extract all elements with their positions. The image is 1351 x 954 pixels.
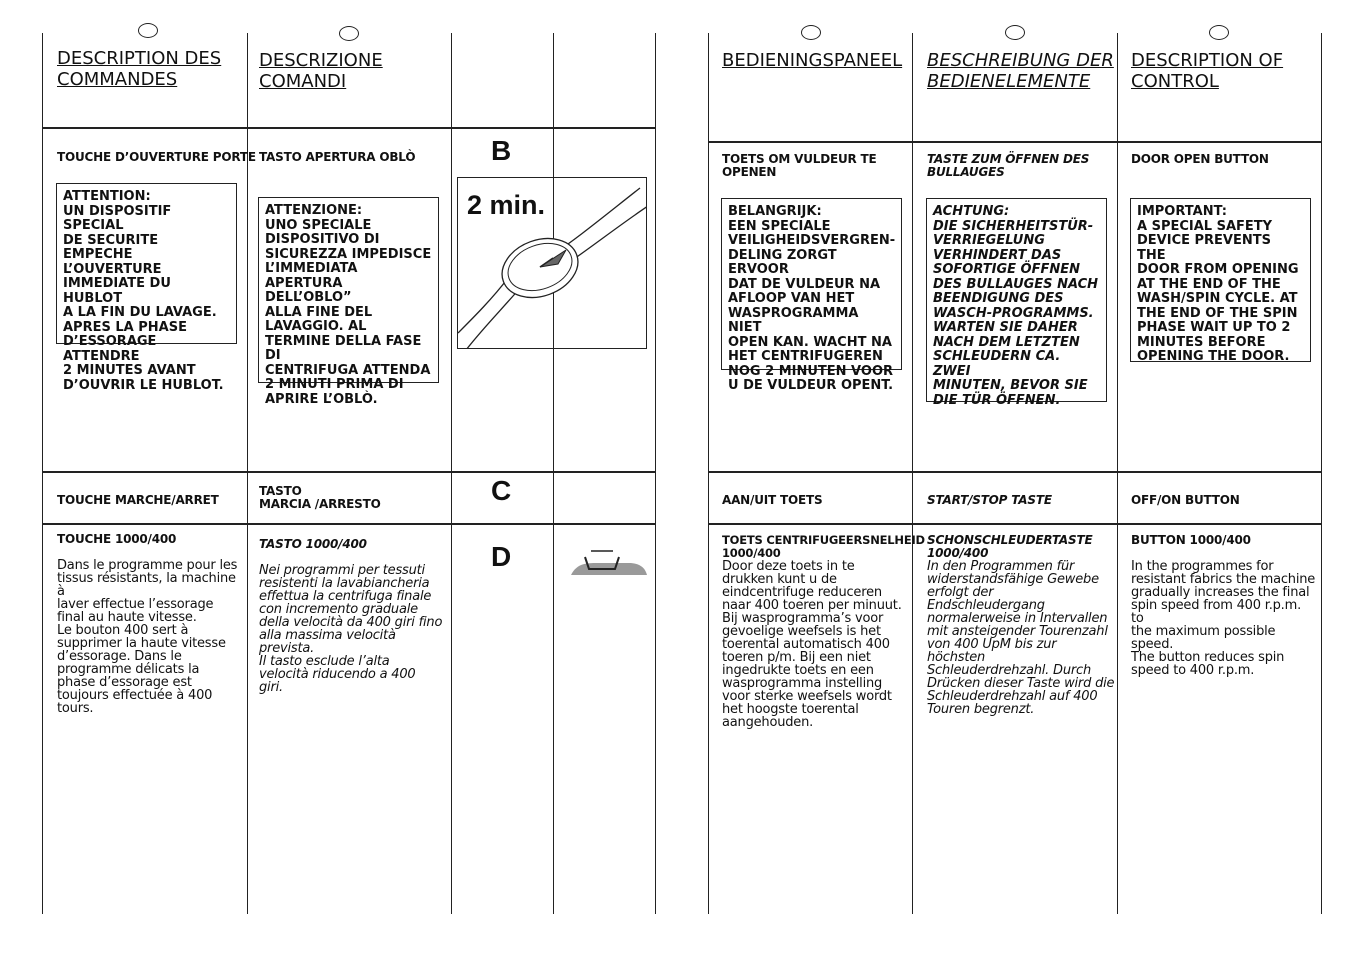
column-rule bbox=[655, 33, 656, 914]
onoff-label-it: TASTO MARCIA /ARRESTO bbox=[259, 484, 381, 511]
spin-label-fr: TOUCHE 1000/400 bbox=[57, 532, 177, 546]
spin-text-it: Nei programmi per tessuti resistenti la lavabiancheria effettua la centrifuga finale con incremento graduale della velocità da 400 giri fino alla massima velocità prevista. Il tasto esclude l’alta velocità riducendo a 400 giri. bbox=[259, 563, 443, 695]
wristwatch-icon bbox=[458, 178, 647, 349]
spin-text-en: In the programmes for resistant fabrics the machine gradually increases the final spin speed from 400 r.p.m. to the maximum possible speed. The button reduces spin speed to 400 r.p.m. bbox=[1131, 559, 1316, 678]
spin-label-de: SCHONSCHLEUDERTASTE 1000/400 bbox=[927, 533, 1093, 560]
heading-en: DESCRIPTION OF CONTROL bbox=[1131, 50, 1284, 92]
column-rule bbox=[1117, 33, 1118, 914]
language-circle-icon bbox=[138, 23, 158, 38]
door-label-de: TASTE ZUM ÖFFNEN DES BULLAUGES bbox=[927, 152, 1090, 179]
spin-text-de: In den Programmen für widerstandsfähige Gewebe erfolgt der Endschleudergang normalerweise in Intervallen mit ansteigender Tourenzahl von 400 UpM bis zur höchsten Schleuderdrehzahl. Durch Drücken dieser Taste wird die Schleuderdrehzahl auf 400 Touren begrenzt. bbox=[927, 559, 1115, 717]
language-circle-icon bbox=[1005, 25, 1025, 40]
door-warning-nl: BELANGRIJK: EEN SPECIALE VEILIGHEIDSVERGREN- DELING ZORGT ERVOOR DAT DE VULDEUR NA AFLOOP VAN HET WASPROGRAMMA NIET OPEN KAN. WACHT NA HET CENTRIFUGEREN NOG 2 MINUTEN VOOR U DE VULDEUR OPENT. bbox=[721, 198, 902, 370]
door-label-it: TASTO APERTURA OBLÒ bbox=[259, 150, 416, 164]
onoff-label-fr: TOUCHE MARCHE/ARRET bbox=[57, 493, 219, 507]
column-rule bbox=[553, 33, 554, 914]
heading-de: BESCHREIBUNG DER BEDIENELEMENTE bbox=[927, 50, 1114, 92]
door-warning-fr: ATTENTION: UN DISPOSITIF SPECIAL DE SECURITE EMPECHE L’OUVERTURE IMMEDIATE DU HUBLOT A LA FIN DU LAVAGE. APRES LA PHASE D’ESSORAGE ATTENDRE 2 MINUTES AVANT D’OUVRIR LE HUBLOT. bbox=[56, 183, 237, 344]
row-rule bbox=[708, 471, 1322, 473]
spin-text-fr: Dans le programme pour les tissus résistants, la machine à laver effectue l’essorage final au haute vitesse. Le bouton 400 sert à supprimer la haute vitesse d’essorage. Dans le programme délicats la phase d’essorage est toujours effectuée à 400 tours. bbox=[57, 558, 238, 716]
language-circle-icon bbox=[1209, 25, 1229, 40]
callout-letter-d: D bbox=[491, 541, 512, 572]
spin-button-icon bbox=[567, 547, 649, 579]
language-circle-icon bbox=[801, 25, 821, 40]
row-rule bbox=[42, 471, 655, 473]
heading-it: DESCRIZIONE COMANDI bbox=[259, 50, 383, 92]
callout-letter-c: C bbox=[491, 475, 512, 506]
door-label-fr: TOUCHE D’OUVERTURE PORTE bbox=[57, 150, 256, 164]
row-rule bbox=[708, 141, 1322, 143]
callout-letter-b: B bbox=[491, 135, 512, 166]
column-rule bbox=[42, 33, 43, 914]
column-rule bbox=[708, 33, 709, 914]
door-label-nl: TOETS OM VULDEUR TE OPENEN bbox=[722, 152, 877, 179]
column-rule bbox=[247, 33, 248, 914]
onoff-label-en: OFF/ON BUTTON bbox=[1131, 493, 1240, 507]
door-warning-de: ACHTUNG: DIE SICHERHEITSTÜR- VERRIEGELUNG VERHINDERT DAS SOFORTIGE ÖFFNEN DES BULLAUGES NACH BEENDIGUNG DES WASCH-PROGRAMMS. WARTEN SIE DAHER NACH DEM LETZTEN SCHLEUDERN CA. ZWEI MINUTEN, BEVOR SIE DIE TÜR ÖFFNEN. bbox=[926, 198, 1107, 402]
column-rule bbox=[912, 33, 913, 914]
door-label-en: DOOR OPEN BUTTON bbox=[1131, 152, 1269, 166]
wristwatch-figure bbox=[457, 177, 647, 349]
timer-text: 2 min. bbox=[467, 190, 546, 220]
row-rule bbox=[42, 523, 655, 525]
row-rule bbox=[708, 523, 1322, 525]
heading-nl: BEDIENINGSPANEEL bbox=[722, 50, 903, 71]
heading-fr: DESCRIPTION DES COMMANDES bbox=[57, 48, 222, 90]
spin-label-it: TASTO 1000/400 bbox=[259, 537, 367, 551]
spin-text-nl: Door deze toets in te drukken kunt u de eindcentrifuge reduceren naar 400 toeren per minuut. Bij wasprogramma’s voor gevoelige weefsels is het toerental automatisch 400 toeren p/m. Bij een niet ingedrukte toets en een wasprogramma instelling voor sterke weefsels wordt het hoogste toerental aangehouden. bbox=[722, 559, 902, 730]
column-rule bbox=[451, 33, 452, 914]
row-rule bbox=[42, 127, 655, 129]
spin-label-en: BUTTON 1000/400 bbox=[1131, 533, 1251, 547]
spin-label-nl: TOETS CENTRIFUGEERSNELHEID 1000/400 bbox=[722, 533, 925, 560]
language-circle-icon bbox=[339, 26, 359, 41]
column-rule bbox=[1321, 33, 1322, 914]
door-warning-en: IMPORTANT: A SPECIAL SAFETY DEVICE PREVENTS THE DOOR FROM OPENING AT THE END OF THE WASH/SPIN CYCLE. AT THE END OF THE SPIN PHASE WAIT UP TO 2 MINUTES BEFORE OPENING THE DOOR. bbox=[1130, 198, 1311, 362]
onoff-label-de: START/STOP TASTE bbox=[927, 493, 1052, 507]
door-warning-it: ATTENZIONE: UNO SPECIALE DISPOSITIVO DI SICUREZZA IMPEDISCE L’IMMEDIATA APERTURA DELL’OBLO” ALLA FINE DEL LAVAGGIO. AL TERMINE DELLA FASE DI CENTRIFUGA ATTENDA 2 MINUTI PRIMA DI APRIRE L’OBLÒ. bbox=[258, 197, 439, 383]
onoff-label-nl: AAN/UIT TOETS bbox=[722, 493, 823, 507]
